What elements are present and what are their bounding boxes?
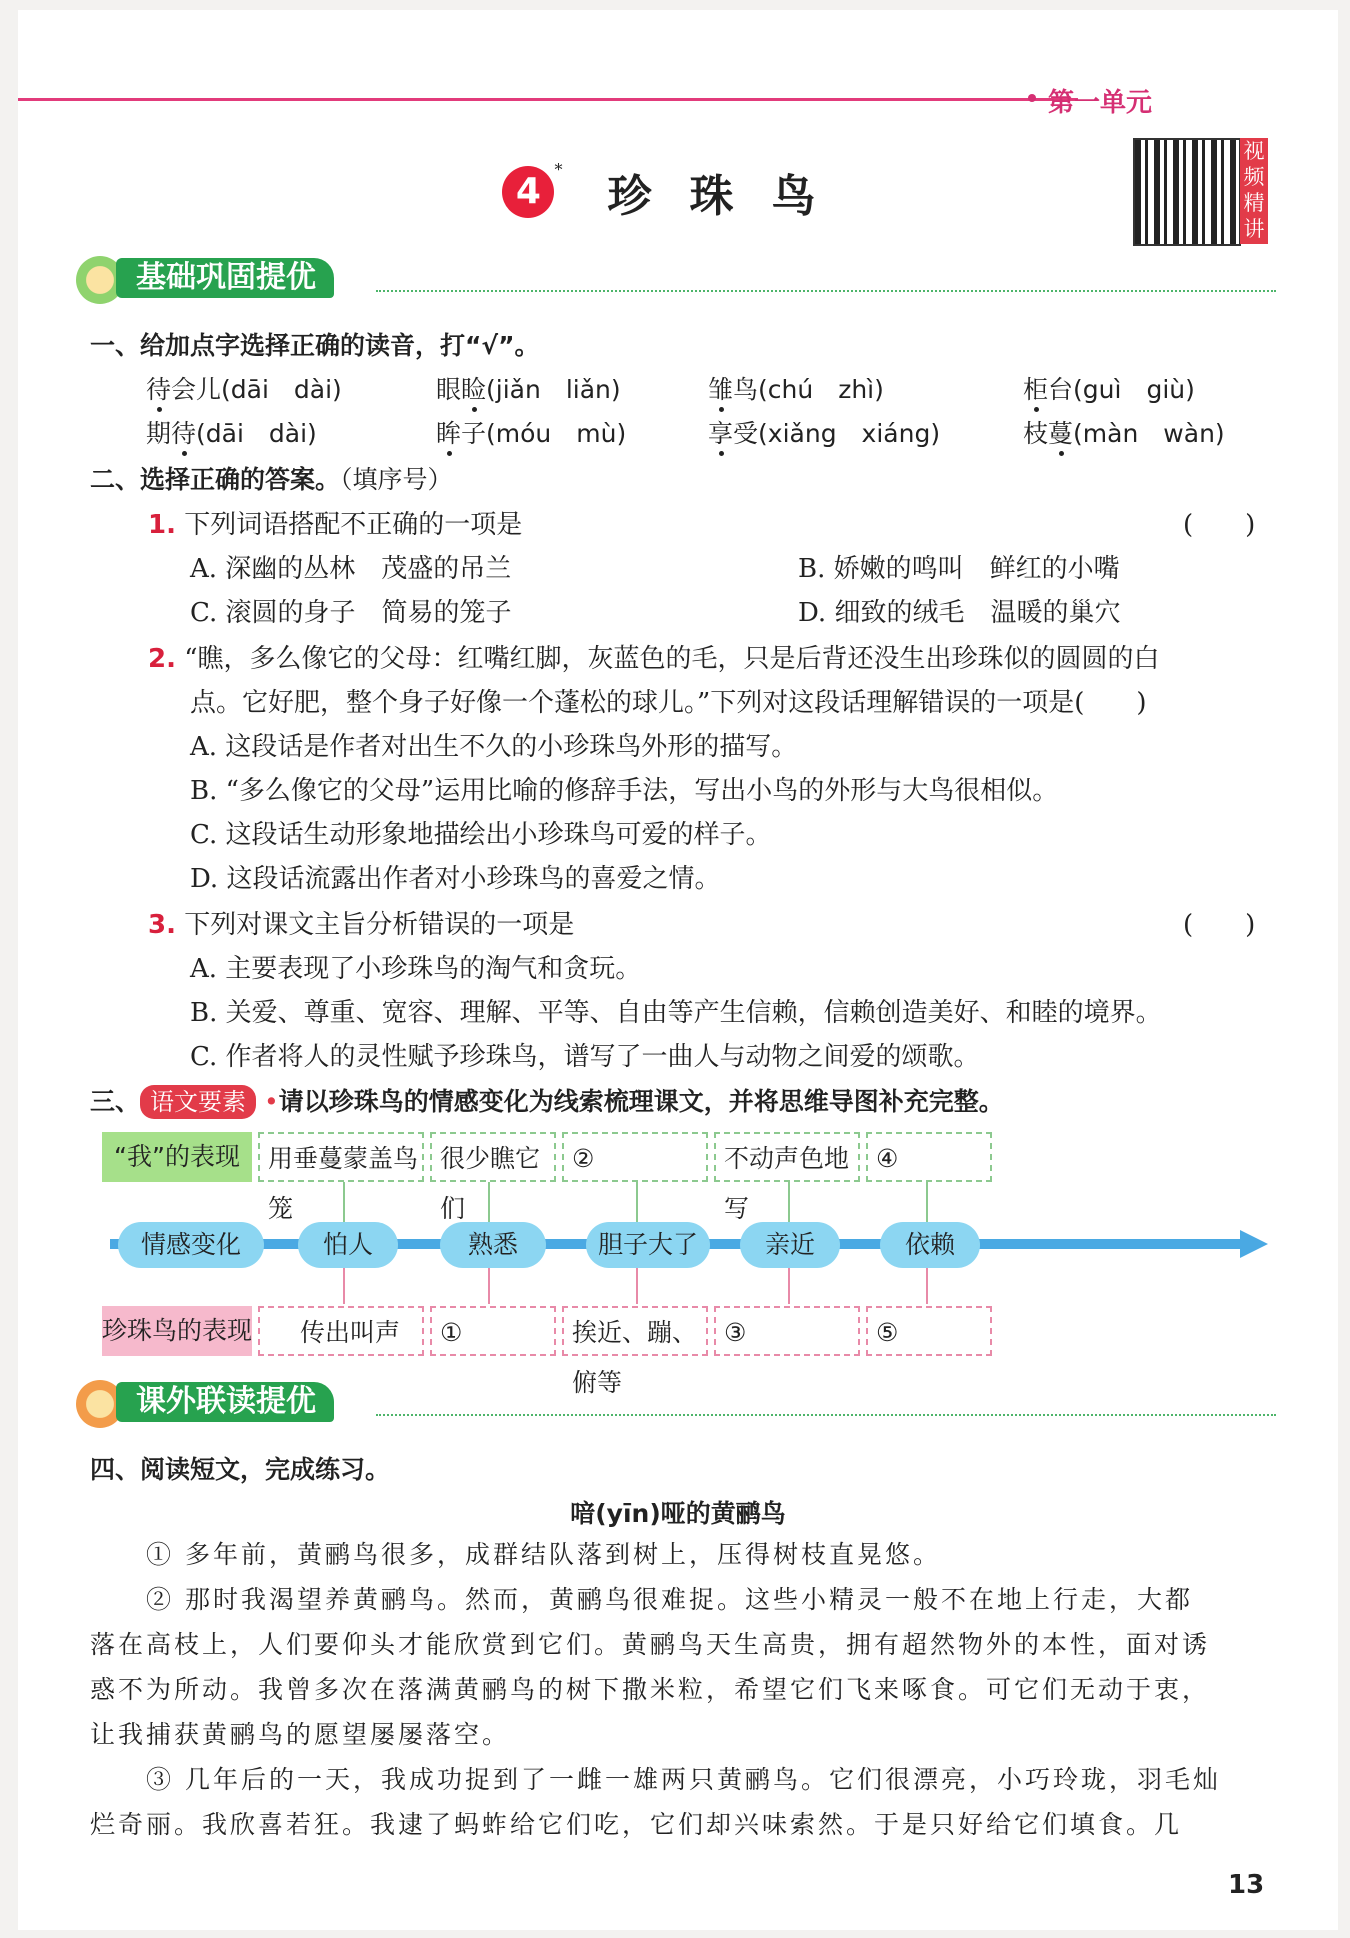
emotion-node: 胆子大了 — [586, 1222, 710, 1268]
qr-code-icon[interactable] — [1133, 138, 1241, 246]
q2-3-stem: 3. 下列对课文主旨分析错误的一项是 — [148, 910, 575, 940]
section-dotted-rule — [376, 290, 1276, 292]
arrow-right-icon — [1240, 1230, 1268, 1258]
q1-item: 雏鸟(chú zhì) — [708, 375, 884, 404]
q1-item: 眸子(móu mù) — [436, 419, 627, 448]
q2-1-option: B. 娇嫩的鸣叫 鲜红的小嘴 — [798, 554, 1120, 584]
map-connector — [488, 1268, 490, 1304]
header-dot — [1028, 94, 1036, 102]
q2-1-option: C. 滚圆的身子 简易的笼子 — [190, 598, 512, 628]
passage-title: 喑(yīn)哑的黄鹂鸟 — [570, 1499, 786, 1528]
passage-line: 让我捕获黄鹂鸟的愿望屡屡落空。 — [90, 1720, 511, 1749]
lesson-title-text: 珍珠鸟 — [607, 171, 854, 222]
map-connector — [343, 1268, 345, 1304]
q4-title: 四、阅读短文，完成练习。 — [90, 1455, 391, 1484]
emotion-node: 熟悉 — [440, 1222, 546, 1268]
map-connector — [488, 1182, 490, 1222]
passage-line: 落在高枝上，人们要仰头才能欣赏到它们。黄鹂鸟天生高贵，拥有超然物外的本性，面对诱 — [90, 1630, 1211, 1659]
q1-item: 享受(xiǎng xiáng) — [708, 419, 941, 448]
map-me-blank[interactable]: ④ — [866, 1132, 992, 1182]
map-bird-blank[interactable]: ③ — [714, 1306, 860, 1356]
answer-blank[interactable]: ( ) — [1183, 910, 1256, 940]
q2-2-stem-cont: 点。它好肥，整个身子好像一个蓬松的球儿。”下列对这段话理解错误的一项是( ) — [190, 688, 1147, 718]
q2-title: 二、选择正确的答案。（填序号） — [90, 465, 453, 494]
q2-3-option: B. 关爱、尊重、宽容、理解、平等、自由等产生信赖，信赖创造美好、和睦的境界。 — [190, 998, 1162, 1028]
q1-item: 待会儿(dāi dài) — [146, 375, 342, 404]
page-number: 13 — [1228, 1870, 1265, 1900]
map-connector — [636, 1182, 638, 1222]
q2-2-option: B. “多么像它的父母”运用比喻的修辞手法，写出小鸟的外形与大鸟很相似。 — [190, 776, 1059, 806]
q2-2-option: D. 这段话流露出作者对小珍珠鸟的喜爱之情。 — [190, 864, 721, 894]
q2-1-option: A. 深幽的丛林 茂盛的吊兰 — [190, 554, 512, 584]
emotion-node: 依赖 — [880, 1222, 980, 1268]
q2-3-option: A. 主要表现了小珍珠鸟的淘气和贪玩。 — [190, 954, 642, 984]
passage-line: 烂奇丽。我欣喜若狂。我逮了蚂蚱给它们吃，它们却兴味索然。于是只好给它们填食。几 — [90, 1810, 1183, 1839]
q2-2-stem: 2. “瞧，多么像它的父母：红嘴红脚，灰蓝色的毛，只是后背还没生出珍珠似的圆圆的白 — [148, 644, 1160, 674]
q2-1-option: D. 细致的绒毛 温暖的巢穴 — [798, 598, 1121, 628]
q2-2-option: C. 这段话生动形象地描绘出小珍珠鸟可爱的样子。 — [190, 820, 772, 850]
emotion-node: 亲近 — [740, 1222, 840, 1268]
q1-item: 眼睑(jiǎn liǎn) — [436, 375, 621, 404]
map-connector — [788, 1268, 790, 1304]
header-rule — [18, 98, 1078, 101]
q1-title: 一、给加点字选择正确的读音，打“√”。 — [90, 331, 540, 360]
passage-line: ① 多年前，黄鹂鸟很多，成群结队落到树上，压得树枝直晃悠。 — [146, 1540, 941, 1569]
workbook-page — [18, 10, 1338, 1930]
lesson-star: * — [554, 160, 563, 179]
passage-line: 惑不为所动。我曾多次在落满黄鹂鸟的树下撒米粒，希望它们飞来啄食。可它们无动于衷， — [90, 1675, 1211, 1704]
q1-item: 期待(dāi dài) — [146, 419, 317, 448]
language-element-tag: 语文要素 — [140, 1085, 256, 1119]
map-connector — [926, 1268, 928, 1304]
map-bird-blank[interactable]: ⑤ — [866, 1306, 992, 1356]
emotion-node: 怕人 — [298, 1222, 398, 1268]
q2-3-option: C. 作者将人的灵性赋予珍珠鸟，谱写了一曲人与动物之间爱的颂歌。 — [190, 1042, 980, 1072]
row-bird-label: 珍珠鸟的表现 — [102, 1306, 252, 1356]
map-me-cell: 不动声色地写 — [714, 1132, 860, 1182]
q2-1-stem: 1. 下列词语搭配不正确的一项是 — [148, 510, 523, 540]
map-me-cell: 用垂蔓蒙盖鸟笼 — [258, 1132, 424, 1182]
map-connector — [636, 1268, 638, 1304]
section-extended-title: 课外联读提优 — [116, 1382, 334, 1422]
map-connector — [343, 1182, 345, 1222]
passage-line: ② 那时我渴望养黄鹂鸟。然而，黄鹂鸟很难捉。这些小精灵一般不在地上行走，大都 — [146, 1585, 1193, 1614]
emotion-label: 情感变化 — [118, 1222, 264, 1268]
map-me-cell: 很少瞧它们 — [430, 1132, 556, 1182]
answer-blank[interactable]: ( ) — [1183, 510, 1256, 540]
map-bird-blank[interactable]: ① — [430, 1306, 556, 1356]
unit-label: 第一单元 — [1048, 88, 1153, 118]
lesson-number: 4 — [502, 166, 554, 218]
row-me-label: “我”的表现 — [102, 1132, 252, 1182]
q1-item: 柜台(guì giù) — [1023, 375, 1195, 404]
map-connector — [926, 1182, 928, 1222]
q1-item: 枝蔓(màn wàn) — [1023, 419, 1225, 448]
map-me-blank[interactable]: ② — [562, 1132, 708, 1182]
q3-title: 三、 语文要素 •请以珍珠鸟的情感变化为线索梳理课文，并将思维导图补充完整。 — [90, 1082, 1004, 1119]
map-bird-cell: 挨近、蹦、俯等 — [562, 1306, 708, 1356]
qr-label: 视频精讲 — [1240, 138, 1268, 244]
section-basic-title: 基础巩固提优 — [116, 258, 334, 298]
section-basic-header — [76, 256, 1276, 298]
map-bird-cell: 传出叫声 — [258, 1306, 424, 1356]
map-connector — [788, 1182, 790, 1222]
section-dotted-rule — [376, 1414, 1276, 1416]
passage-line: ③ 几年后的一天，我成功捉到了一雌一雄两只黄鹂鸟。它们很漂亮，小巧玲珑，羽毛灿 — [146, 1765, 1221, 1794]
section-extended-header — [76, 1380, 1276, 1422]
q2-2-option: A. 这段话是作者对出生不久的小珍珠鸟外形的描写。 — [190, 732, 798, 762]
